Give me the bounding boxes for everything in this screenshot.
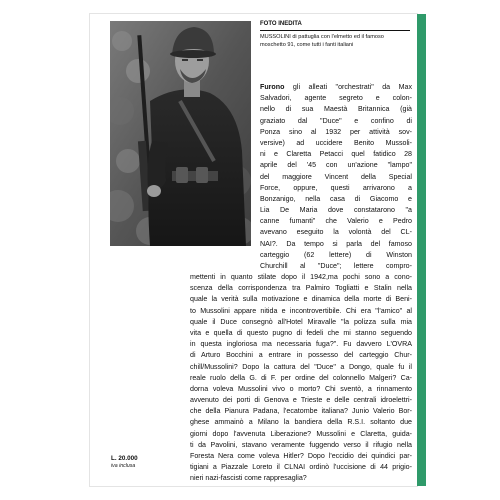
article-line: aprile del '45 con un'azione "lampo" [260, 161, 412, 170]
article-line: versive) ad uccidere Benito Mussoli- [260, 138, 412, 147]
article-line: avvenuto dei porti di Genova e Trieste e delle centrali idroelettri- [190, 396, 412, 405]
price-value: L. 20.000 [111, 455, 138, 462]
article-line: quale il Duce consegnò all'Hotel Miravalle "la polizza sulla mia [190, 317, 412, 326]
price-note: iva inclusa [111, 462, 136, 469]
article-line: mettenti in quanto stilate dopo il 1942,ma pochi sono a cono- [190, 273, 412, 281]
article-line: graziato dal "Duce" e confino di [260, 116, 412, 125]
historical-photo [110, 21, 251, 246]
article-line: reale ruolo della G. di F. per ordine del colonnello Malgeri? Ca- [190, 373, 412, 382]
caption-text: MUSSOLINI di pattuglia con l'elmetto ed il famoso moschetto 91, come tutti i fanti italiani [260, 34, 384, 48]
price-block [111, 455, 138, 469]
article-column-narrow [260, 82, 412, 272]
article-line: ni e Claretta Petacci quel fatidico 28 [260, 150, 412, 159]
article-line: chill/Mussolini? Dopo la cattura del "Duce" a Dongo, quale fu il [190, 362, 412, 371]
caption-title: FOTO INEDITA [260, 20, 410, 31]
soldier-photo-image [110, 21, 251, 246]
article-line: dorna voleva Mussolini vivo o morto? Chi sventò, a rinnamento [190, 384, 412, 393]
article-line: carteggio (62 lettere) di Winston [260, 250, 412, 259]
article-line: che della Pianura Padana, l'ecatombe italiana? Junio Valerio Bor- [190, 407, 412, 416]
article-line: nello di sua Maestà Britannica (già [260, 105, 412, 114]
article-line: to Mussolini appare nitida e incontrovertibile. Chi era "l'amico" al [190, 306, 412, 315]
article-line: Bonzanigo, nella casa di Giacomo e [260, 194, 412, 203]
article-line: in questa ingloriosa ma necessaria fuga?". Fu davvero L'OVRA [190, 340, 412, 349]
article-line: canne fumanti" che Valerio e Pedro [260, 217, 412, 226]
article-line: vita e quella di questo pugno di fedeli che mi stanno seguendo [190, 328, 412, 337]
article-line: tigiani a Piazzale Loreto il CLNAI ordinò l'uccisione di 44 prigio- [190, 463, 412, 472]
article-line: quale la verità sulla motivazione e dinamica della morte di Beni- [190, 295, 412, 304]
article-column-wide [190, 272, 412, 485]
article-line: nieri nazi-fascisti come rappresaglia? [190, 474, 307, 483]
article-line: avevano eseguito la volontà del CL- [260, 228, 412, 237]
article-line: Salvadori, agente segreto e colon- [260, 94, 412, 103]
photo-caption [260, 20, 410, 49]
article-line: ti da Pavolini, stavano veramente fuggendo verso il rifugio nella [190, 440, 412, 449]
article-line: del maggiore Vincent della Special [260, 172, 412, 181]
article-line: di Arturo Bocchini a entrare in possesso del carteggio Chur- [190, 351, 412, 360]
article-line: giorni dopo l'avvenuta Liberazione? Mussolini e Claretta, guida- [190, 429, 412, 438]
article-line: Force, oppure, questi arrivarono a [260, 183, 412, 192]
article-first-word: Furono [260, 83, 285, 91]
article-line: Furono gli alleati "orchestrati" da Max [260, 83, 412, 91]
article-line: Churchill al "Duce"; lettere compro- [260, 262, 412, 270]
article-line: NAI?. Da tempo si parla del famoso [260, 239, 412, 248]
article-line: Foresta Nera come voleva Hitler? Dopo l'eccidio dei quindici par- [190, 452, 412, 460]
magazine-page [90, 14, 417, 486]
article-line: ghese ammainò a Milano la bandiera della R.S.I. soltanto due [190, 418, 412, 427]
article-line: Ponza sino al 1932 per attività sov- [260, 127, 412, 136]
article-line: scenza della corrispondenza tra Palmiro Togliatti e Stalin nella [190, 284, 412, 293]
green-spine-strip [417, 14, 426, 486]
article-line: Lia De Maria dove constatarono "a [260, 206, 412, 215]
